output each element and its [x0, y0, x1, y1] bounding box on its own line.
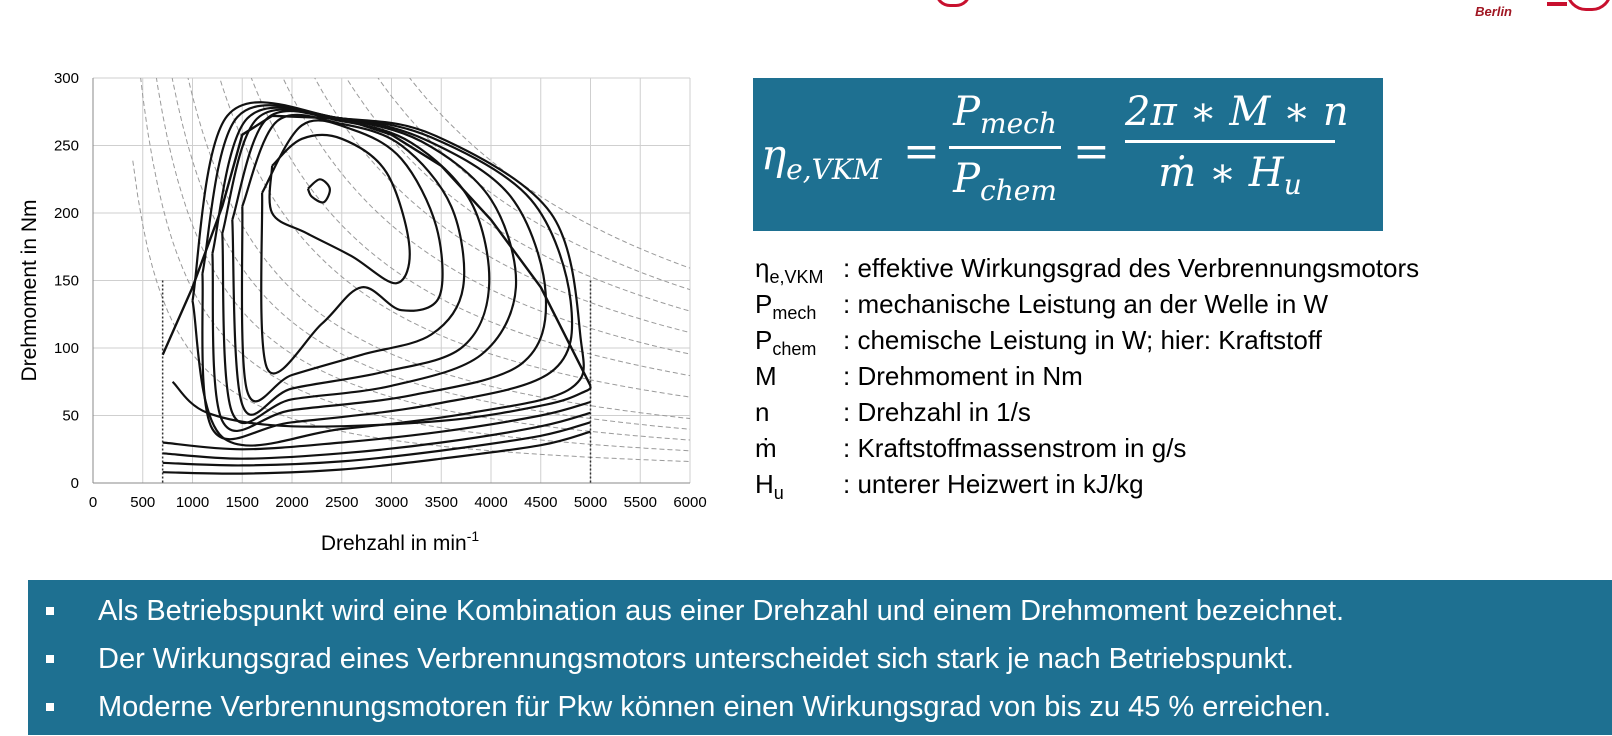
x-tick-label: 5000 — [573, 494, 608, 511]
summary-box: Als Betriebspunkt wird eine Kombination aus einer Drehzahl und einem Drehmoment bezeichnet. Der Wirkungsgrad eines Verbrennungsmotors unterscheidet sich stark je nach Betriebspunkt. Moderne Verbrennungsmotoren für Pkw können einen Wirkungsgrad von bis zu 45 % erreichen. — [28, 580, 1612, 735]
legend-symbol: M — [755, 361, 777, 391]
power-hyperbola — [138, 60, 690, 451]
formula-lhs: $\eta_{e,VKM}$ — [761, 130, 882, 186]
logo-bar-icon — [1547, 2, 1567, 6]
formula-fraction-expanded — [1125, 89, 1349, 201]
y-tick-label: 0 — [70, 475, 79, 492]
power-hyperbola — [237, 60, 690, 376]
engine-efficiency-map — [0, 60, 720, 560]
power-hyperbola — [317, 60, 690, 311]
square-bullet-icon — [46, 703, 54, 711]
x-tick-label: 2000 — [275, 494, 309, 511]
legend-symbol: $P_{mech}$ — [755, 289, 817, 323]
x-axis-label: Drehzahl in $\min^{-1}$ — [320, 528, 480, 555]
legend-symbol: $P_{chem}$ — [755, 325, 817, 359]
square-bullet-icon — [46, 655, 54, 663]
logo-arc-icon — [1566, 0, 1612, 11]
formula-fraction-power — [949, 89, 1061, 207]
y-tick-label: 200 — [53, 205, 79, 222]
x-tick-label: 6000 — [673, 494, 707, 511]
efficiency-contour — [193, 102, 584, 445]
efficiency-formula — [753, 78, 1383, 231]
y-tick-label: 100 — [53, 340, 79, 357]
frac1-denominator: $P_{chem}$ — [953, 156, 1057, 207]
full-load-curve — [163, 116, 591, 386]
legend-description: : effektive Wirkungsgrad des Verbrennungsmotors — [843, 253, 1420, 283]
y-tick-label: 250 — [53, 137, 79, 155]
legend-description: : mechanische Leistung an der Welle in W — [843, 289, 1329, 319]
legend-symbol: $\eta_{e,VKM}$ — [755, 253, 824, 287]
legend-symbol: ṁ — [755, 433, 777, 463]
legend-description: : Drehzahl in 1/s — [843, 397, 1031, 427]
efficiency-contour — [308, 179, 330, 202]
legend-description: : Drehmoment in Nm — [843, 361, 1083, 391]
x-tick-label: 1500 — [225, 494, 259, 511]
formula-equals-1: = — [903, 126, 940, 177]
x-tick-label: 4500 — [524, 494, 558, 511]
x-tick-label: 3500 — [424, 494, 458, 511]
frac2-bar — [1125, 140, 1335, 143]
frac1-bar — [949, 146, 1061, 149]
red-arc-mark — [935, 0, 971, 7]
y-axis-label: Drehmoment in Nm — [18, 199, 41, 382]
legend-description: : Kraftstoffmassenstrom in g/s — [843, 433, 1187, 463]
x-tick-label: 500 — [130, 494, 156, 511]
frac2-numerator: 2π ∗ M ∗ n — [1125, 89, 1349, 135]
frac1-numerator: $P_{mech}$ — [953, 89, 1057, 140]
formula-equals-2: = — [1073, 126, 1110, 177]
y-tick-label: 50 — [62, 407, 79, 425]
x-tick-label: 4000 — [474, 494, 508, 511]
x-tick-label: 1000 — [175, 494, 210, 511]
legend-description: : chemische Leistung in W; hier: Kraftstoff — [843, 325, 1322, 355]
logo-text: Berlin — [1475, 4, 1512, 19]
y-tick-label: 300 — [53, 70, 79, 87]
x-axis-label-superscript: -1 — [466, 528, 480, 544]
legend-symbol: $H_u$ — [755, 469, 784, 503]
y-tick-label: 150 — [53, 272, 79, 290]
efficiency-contour — [270, 135, 410, 283]
x-tick-label: 0 — [88, 494, 98, 511]
x-tick-label: 3000 — [374, 494, 409, 511]
legend-description: : unterer Heizwert in kJ/kg — [843, 469, 1144, 499]
frac2-denominator: ṁ ∗ $H_u$ — [1158, 150, 1302, 201]
square-bullet-icon — [46, 607, 54, 615]
power-hyperbola — [168, 60, 690, 429]
x-tick-label: 5500 — [623, 494, 657, 511]
legend-symbol: n — [755, 397, 770, 427]
x-tick-label: 2500 — [325, 494, 359, 511]
power-hyperbola — [262, 60, 690, 354]
